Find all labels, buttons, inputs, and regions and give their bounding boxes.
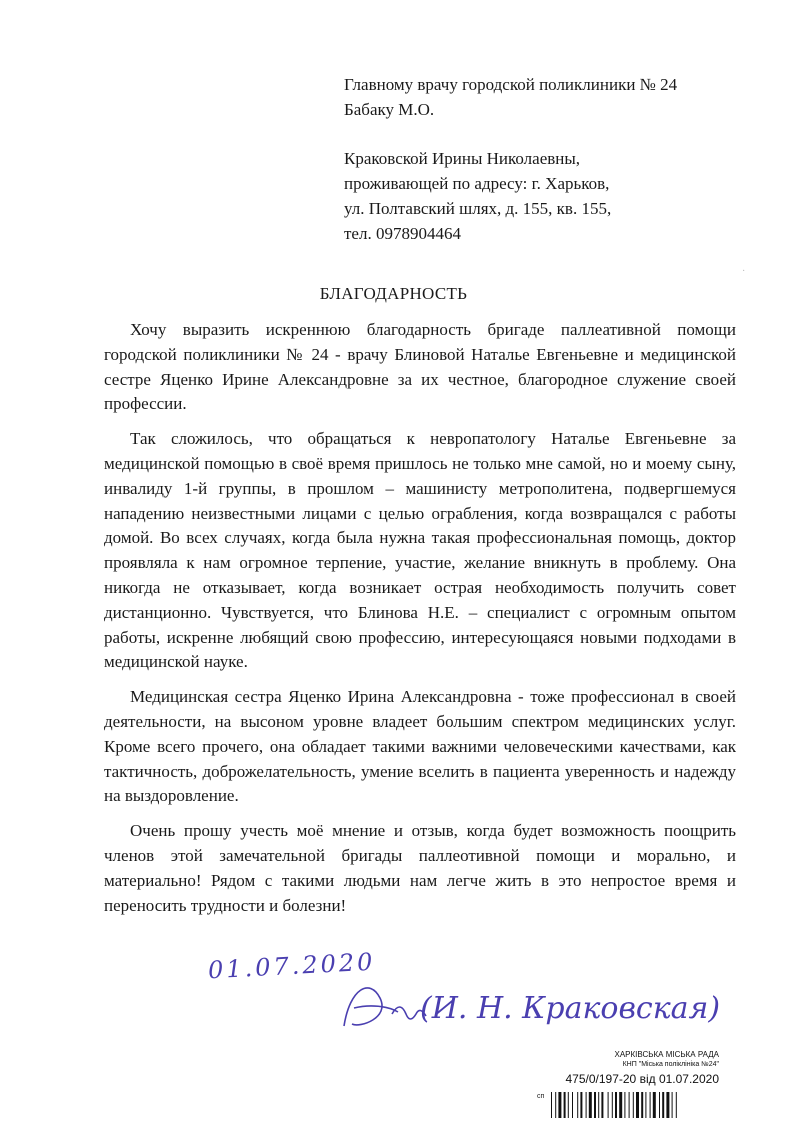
barcode-bar — [580, 1092, 582, 1118]
barcode-bar — [615, 1092, 617, 1118]
scan-speck: · — [742, 266, 746, 277]
barcode-bar — [641, 1092, 643, 1118]
barcode-bar — [653, 1092, 656, 1118]
barcode-bar — [650, 1092, 651, 1118]
barcode-bar — [633, 1092, 634, 1118]
addressee-block — [344, 72, 677, 122]
barcode-bar — [572, 1092, 573, 1118]
sender-line: Краковской Ирины Николаевны, — [344, 149, 581, 168]
body-paragraph: Хочу выразить искреннюю благодарность бригаде паллеативной помощи городской поликлиники № 24 - врачу Блиновой Наталье Евгеньевне и медицинской сестре Яценко Ирине Александровне за их честное, благородное служение своей профессии. — [104, 320, 736, 414]
barcode-bar — [594, 1092, 596, 1118]
barcode-bar — [598, 1092, 599, 1118]
barcode-bar — [555, 1092, 556, 1118]
barcode-bar — [672, 1092, 673, 1118]
body-paragraph: Очень прошу учесть моё мнение и отзыв, когда будет возможность поощрить членов этой замечательной бригады паллеотивной помощи и морально, и материально! Рядом с такими людьми нам легче жить в это непростое время и переносить трудности и болезни! — [104, 821, 736, 915]
barcode-bar — [586, 1092, 587, 1118]
signature-scribble — [344, 988, 426, 1026]
sender-line: ул. Полтавский шлях, д. 155, кв. 155, — [344, 199, 612, 218]
barcode-bar — [629, 1092, 630, 1118]
barcode-icon — [551, 1092, 751, 1118]
barcode-bar — [551, 1092, 552, 1118]
barcode-bar — [636, 1092, 639, 1118]
barcode-bar — [666, 1092, 669, 1118]
barcode-bar — [619, 1092, 622, 1118]
barcode-bar — [676, 1092, 677, 1118]
sender-block — [344, 146, 611, 246]
barcode-bar — [577, 1092, 578, 1118]
body-paragraph: Так сложилось, что обращаться к невропатологу Наталье Евгеньевне за медицинской помощью в своё время пришлось не только мне самой, но и моему сыну, инвалиду 1-й группы, в прошлом – машинисту метрополитена, подвергшемуся нападению неизвестными лицами с целью ограбления, когда возвращался с работы домой. Во всех случаях, когда была нужна такая профессиональная помощь, доктор проявляла к нам огромное терпение, участие, желание вникнуть в проблему. Она никогда не отказывает, когда возникает острая необходимость получить совет дистанционно. Чувствуется, что Блинова Н.Е. – специалист с огромным опытом работы, искренне любящий свою профессию, интересующаяся новыми подходами в медицинской науке. — [104, 429, 736, 672]
barcode-bar — [558, 1092, 561, 1118]
barcode-bar — [624, 1092, 625, 1118]
letter-body — [104, 318, 736, 928]
barcode-bar — [662, 1092, 664, 1118]
barcode-bar — [612, 1092, 613, 1118]
barcode-prefix: сп — [537, 1093, 545, 1100]
body-paragraph: Медицинская сестра Яценко Ирина Александровна - тоже профессионал в своей деятельности, на высоном уровне владеет большим спектром медицинских услуг. Кроме всего прочего, она обладает такими важними человеческими качествами, как тактичность, доброжелательность, умение вселить в пациента уверенность и надежду на выздоровление. — [104, 687, 736, 806]
signature-name: (И. Н. Краковская) — [420, 991, 720, 1026]
handwritten-signature — [340, 968, 720, 1040]
barcode-bar — [589, 1092, 592, 1118]
letter-title: БЛАГОДАРНОСТЬ — [319, 284, 468, 303]
stamp-reg-number: 475/0/197-20 від 01.07.2020 — [565, 1072, 719, 1086]
barcode-bar — [608, 1092, 609, 1118]
addressee-line: Главному врачу городской поликлиники № 24 — [344, 75, 678, 94]
barcode-bar — [568, 1092, 569, 1118]
barcode-bar — [659, 1092, 660, 1118]
barcode-bar — [601, 1092, 603, 1118]
stamp-clinic: КНП "Міська поліклініка №24" — [622, 1061, 719, 1068]
barcode-bar — [645, 1092, 646, 1118]
barcode-bar — [564, 1092, 566, 1118]
sender-line: проживающей по адресу: г. Харьков, — [344, 174, 610, 193]
stamp-council: ХАРКІВСЬКА МІСЬКА РАДА — [614, 1050, 719, 1059]
sender-line: тел. 0978904464 — [344, 224, 461, 243]
registration-stamp — [519, 1050, 719, 1087]
handwritten-date: 01.07.2020 — [207, 947, 377, 985]
addressee-line: Бабаку М.О. — [344, 100, 435, 119]
